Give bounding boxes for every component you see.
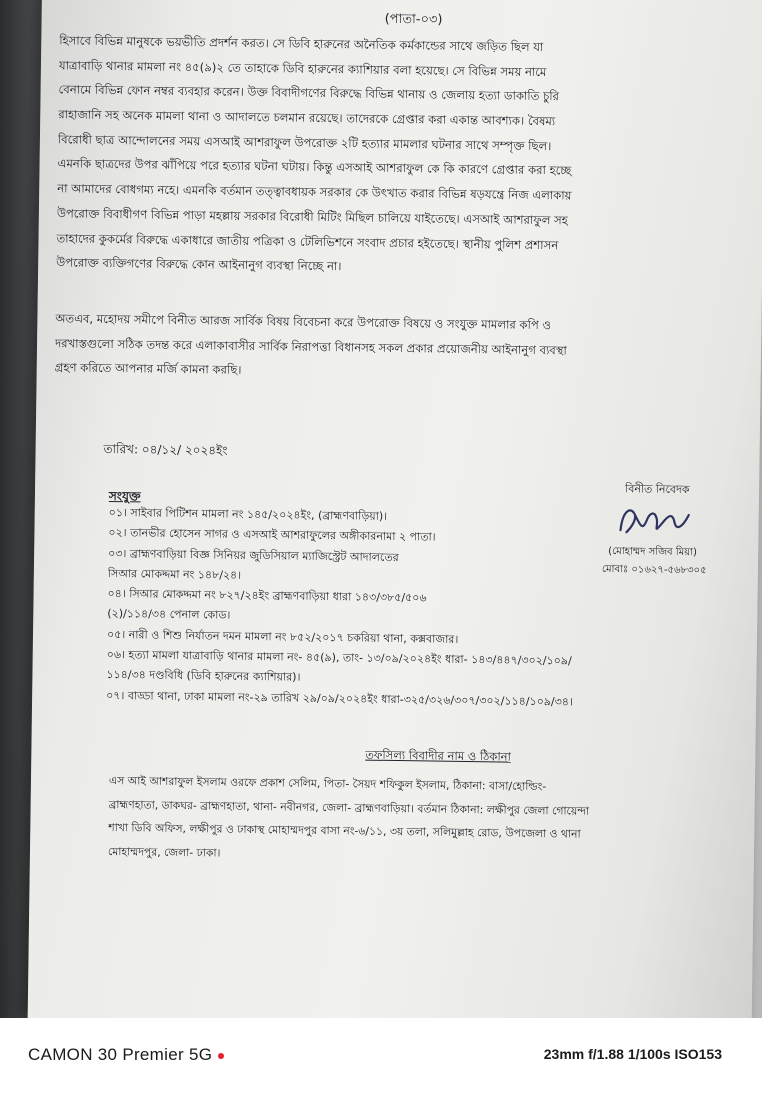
text-line: যাত্রাবাড়ি থানার মামলা নং ৪৫(৯)২ তে তাহাকে ডিবি হারুনের ক্যাশিয়ার বলা হয়েছে। সে বিভিন্ন সময় নামে [58,57,547,79]
text-line: রাহাজানি সহ অনেক মামলা থানা ও আদালতে চলমান রয়েছে। তাদেরকে গ্রেপ্তার করা একান্ত আবশ্যক। বৈষম্য [58,107,556,129]
text-line: উপরোক্ত ব্যক্তিগণের বিরুদ্ধে কোন আইনানুগ ব্যবস্থা নিচ্ছে না। [56,255,342,274]
signature-block [553,479,753,577]
text-line: এমনকি ছাত্রদের উপর ঝাঁপিয়ে পরে হত্যার ঘটনা ঘটায়। কিন্তু এসআই আশরাফুল কে কি কারণে গ্রেপ্তার করা হচ্ছে [57,156,572,178]
paragraph-1 [56,28,749,284]
signer-mobile: মোবাঃ ০১৬২৭-৫৬৮৩০৫ [601,563,707,577]
text-line: তাহাদের কুকর্মের বিরুদ্ধে একাধারে জাতীয় পত্রিকা ও টেলিভিশনে সংবাদ প্রচার হইতেছে। স্থানীয় পুলিশ প্রশাসন [56,230,559,252]
text-line: এস আই আশরাফুল ইসলাম ওরফে প্রকাশ সেলিম, পিতা- সৈয়দ শফিকুল ইসলাম, ঠিকানা: বাসা/হোল্ডিং- [108,774,547,794]
closing-text: বিনীত নিবেদক [625,482,690,497]
document-date: তারিখ: ০৪/১২/ ২০২৪ইং [103,441,228,458]
text-line: বেনামে বিভিন্ন ফোন নম্বর ব্যবহার করেন। উক্ত বিবাদীগণের বিরুদ্ধে বিভিন্ন থানায় ও জেলায় হত্যা ডাকাতি চুরি [58,82,560,104]
enclosure-item: (২)/১১৪/৩৪ পেনাল কোড। [107,607,231,623]
text-line: দরখাস্তগুলো সঠিক তদন্ত করে এলাকাবাসীর সার্বিক নিরাপত্তা বিধানসহ সকল প্রকার প্রয়োজনীয় আইনানুগ ব্যবস্থা [54,335,567,358]
enclosure-item: ০৩। ব্রাহ্মণবাড়িয়া বিজ্ঞ সিনিয়র জুডিসিয়াল ম্যাজিস্ট্রেট আদালতের [108,546,399,564]
enclosure-item: ০২। তানভীর হোসেন সাগর ও এসআই আশরাফুলের অঙ্গীকারনামা ২ পাতা। [108,526,436,544]
text-line: মোহাম্মদপুর, জেলা- ঢাকা। [107,844,221,860]
camera-model-text: CAMON 30 Premier 5G [28,1045,213,1064]
handwritten-signature [616,500,697,541]
text-line: ব্রাহ্মণহাতা, ডাকঘর- ব্রাহ্মণহাতা, থানা- নবীনগর, জেলা- ব্রাহ্মণবাড়িয়া। বর্তমান ঠিকানা: লক্ষীপুর জেলা গোয়েন্দা [108,797,590,818]
text-line: শাখা ডিবি অফিস, লক্ষীপুর ও ঢাকাস্থ মোহাম্মদপুর বাসা নং-৬/১১, ৩য় তলা, সলিমুল্লাহ রোড, উপজেলা ও থানা [108,821,581,841]
enclosure-item: ১১৪/৩৪ দণ্ডবিধি (ডিবি হারুনের ক্যাশিয়ার)। [106,668,301,685]
enclosure-item: ০৪। সিআর মোকদ্দমা নং ৮২৭/২৪ইং ব্রাহ্মণবাড়িয়া ধারা ১৪৩/৩৮৫/৫০৬ [107,587,427,605]
text-line: অতএব, মহোদয় সমীপে বিনীত আরজ সার্বিক বিষয় বিবেচনা করে উপরোক্ত বিষয়ে ও সংযুক্ত মামলার কপি ও [55,311,552,333]
page-number: (পাতা-০৩) [384,11,443,28]
text-line: উপরোক্ত বিবাধীগণ বিভিন্ন পাড়া মহল্লায় সরকার বিরোধী মিটিং মিছিল চালিয়ে যাইতেছে। এসআই আশরাফুল সহ [56,206,568,228]
text-line: গ্রহণ করিতে আপনার মর্জি কামনা করছি। [54,360,242,378]
defendant-heading: তফসিল্য বিবাদীর নাম ও ঠিকানা [365,747,512,764]
camera-model [28,1045,224,1065]
enclosure-item: ০৭। বাড্ডা থানা, ঢাকা মামলা নং-২৯ তারিখ ২৯/০৯/২০২৪ইং ধারা-৩২৫/৩২৬/৩০৭/৩০২/১১৪/১০৯/৩৪। [106,688,573,709]
text-line: বিরোধী ছাত্র আন্দোলনের সময় এসআই আশরাফুল উপরোক্ত ২টি হত্যার মামলার ঘটনার সাথে সম্পৃক্ত ছিল। [57,131,552,153]
text-line: না আমাদের বোধগম্য নহে। এমনকি বর্তমান তত্ত্বাবধায়ক সরকার কে উৎখাত করার বিভিন্ন ষড়যন্ত্রে নিজ এলাকায় [57,181,572,203]
enclosures-heading: সংযুক্ত [108,488,141,504]
paragraph-2 [55,306,746,390]
enclosure-item: ০১। সাইবার পিটিশন মামলা নং ১৪৫/২০২৪ইং, (ব্রাহ্মণবাড়িয়া)। [108,505,388,523]
text-line: হিসাবে বিভিন্ন মানুষকে ভয়ভীতি প্রদর্শন করত। সে ডিবি হারুনের অনৈতিক কর্মকান্ডের সাথে জড়িত ছিল যা [59,33,544,55]
enclosure-item: সিআর মোকদ্দমা নং ১৪৮/২৪। [107,566,242,582]
camera-watermark [0,1018,762,1096]
enclosure-item: ০৬। হত্যা মামলা যাত্রাবাড়ি থানার মামলা নং- ৪৫(৯), তাং- ১৩/০৯/২০২৪ইং ধারা- ১৪৩/৪৪৭/৩০২/১০৯/ [106,648,572,668]
red-dot-icon [218,1053,224,1059]
camera-exif: 23mm f/1.88 1/100s ISO153 [543,1046,722,1062]
enclosure-item: ০৫। নারী ও শিশু নির্যাতন দমন মামলা নং ৮৫২/২০১৭ চকরিয়া থানা, কক্সবাজার। [106,627,459,646]
signer-name: (মোহাম্মদ সজিব মিয়া) [608,545,697,559]
paper-sheet [28,0,762,1018]
defendant-details [108,769,749,872]
